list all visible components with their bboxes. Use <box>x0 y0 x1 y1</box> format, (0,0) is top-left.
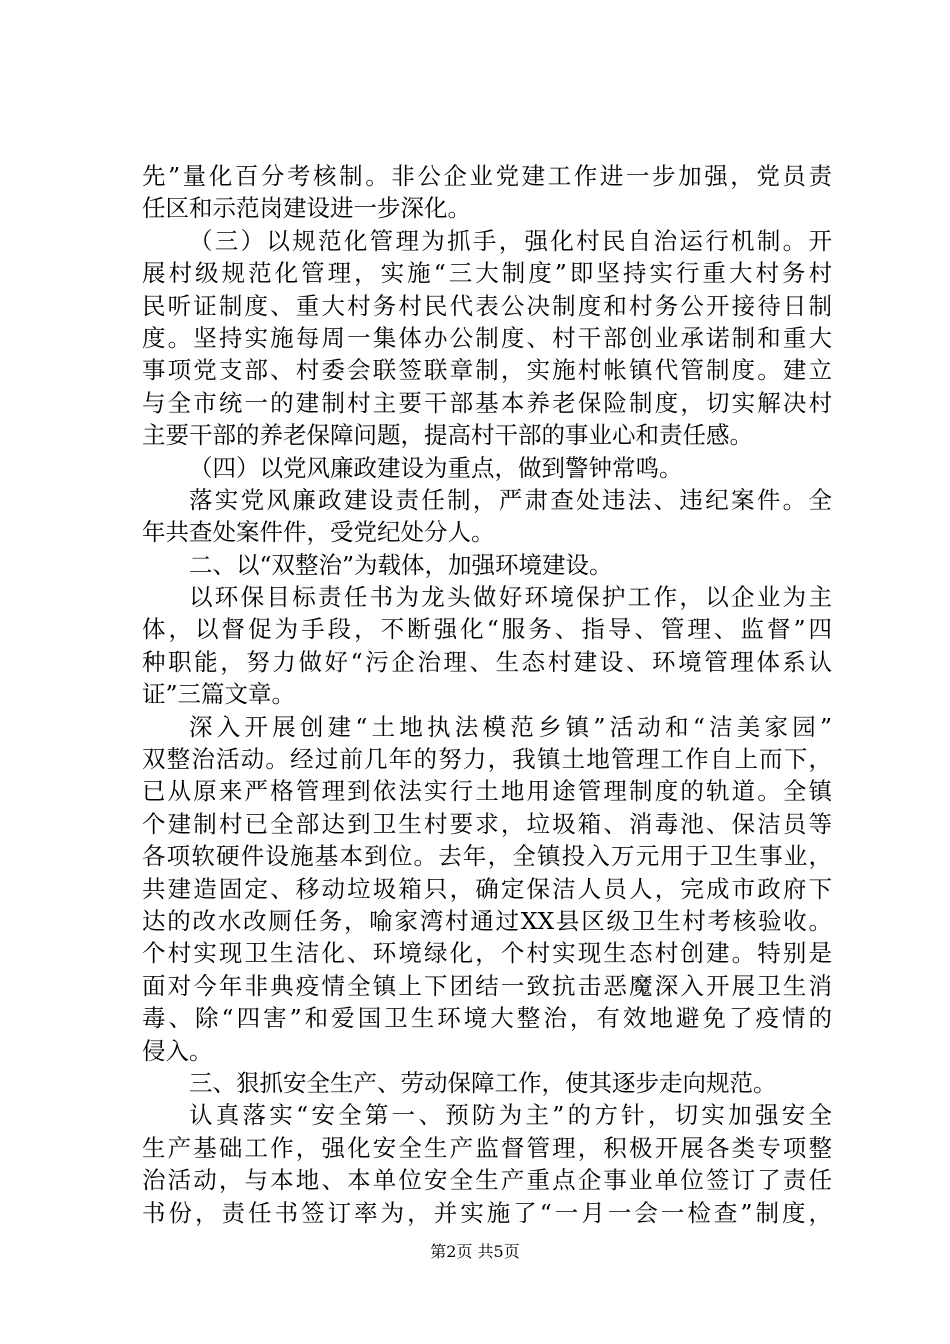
text-line: 毒、除“四害”和爱国卫生环境大整治，有效地避免了疫情的 <box>142 1004 832 1033</box>
text-line: 民听证制度、重大村务村民代表公决制度和村务公开接待日制 <box>142 291 832 320</box>
paragraph-heading: （四）以党风廉政建设为重点，做到警钟常鸣。 <box>189 453 683 482</box>
text-line: 双整治活动。经过前几年的努力，我镇土地管理工作自上而下， <box>142 745 832 774</box>
text-line: 共建造固定、移动垃圾箱只，确定保洁人员人，完成市政府下 <box>142 874 832 903</box>
text-line: 治活动，与本地、本单位安全生产重点企事业单位签订了责任 <box>142 1166 832 1195</box>
text-line: 深入开展创建“土地执法模范乡镇”活动和“洁美家园” <box>189 712 832 741</box>
text-line: 面对今年非典疫情全镇上下团结一致抗击恶魔深入开展卫生消 <box>142 971 832 1000</box>
page-number: 第2页 共5页 <box>430 1242 520 1261</box>
text-line: 以环保目标责任书为龙头做好环境保护工作，以企业为主 <box>189 583 832 612</box>
text-line: 落实党风廉政建设责任制，严肃查处违法、违纪案件。全 <box>189 485 832 514</box>
text-line: 证”三篇文章。 <box>142 680 296 709</box>
text-line: 事项党支部、村委会联签联章制，实施村帐镇代管制度。建立 <box>142 356 832 385</box>
text-line: 年共查处案件件，受党纪处分人。 <box>142 518 495 547</box>
text-line: 书份，责任书签订率为，并实施了“一月一会一检查”制度， <box>142 1198 832 1227</box>
text-line: 先”量化百分考核制。非公企业党建工作进一步加强，党员责 <box>142 162 832 190</box>
text-line: 任区和示范岗建设进一步深化。 <box>142 194 471 223</box>
text-line: 与全市统一的建制村主要干部基本养老保险制度，切实解决村 <box>142 388 832 417</box>
text-line: 体，以督促为手段，不断强化“服务、指导、管理、监督”四 <box>142 615 832 644</box>
text-line: 已从原来严格管理到依法实行土地用途管理制度的轨道。全镇 <box>142 777 832 806</box>
page-footer <box>0 1242 950 1262</box>
text-line: 达的改水改厕任务，喻家湾村通过XX县区级卫生村考核验收。 <box>142 906 832 935</box>
document-body <box>142 160 832 1229</box>
text-line: 生产基础工作，强化安全生产监督管理，积极开展各类专项整 <box>142 1133 832 1162</box>
text-line: 侵入。 <box>142 1036 213 1065</box>
text-line: 主要干部的养老保障问题，提高村干部的事业心和责任感。 <box>142 421 753 450</box>
section-heading: 二、以“双整治”为载体，加强环境建设。 <box>189 550 613 579</box>
text-line: 个建制村已全部达到卫生村要求，垃圾箱、消毒池、保洁员等 <box>142 809 832 838</box>
section-heading: 三、狠抓安全生产、劳动保障工作，使其逐步走向规范。 <box>189 1068 777 1097</box>
text-line: 各项软硬件设施基本到位。去年，全镇投入万元用于卫生事业， <box>142 842 832 871</box>
text-line: 个村实现卫生洁化、环境绿化，个村实现生态村创建。特别是 <box>142 939 832 968</box>
text-line: 种职能，努力做好“污企治理、生态村建设、环境管理体系认 <box>142 647 832 676</box>
paragraph-heading: （三）以规范化管理为抓手，强化村民自治运行机制。开 <box>189 226 832 255</box>
text-line: 展村级规范化管理，实施“三大制度”即坚持实行重大村务村 <box>142 259 832 288</box>
text-line: 度。坚持实施每周一集体办公制度、村干部创业承诺制和重大 <box>142 323 832 352</box>
text-line: 认真落实“安全第一、预防为主”的方针，切实加强安全 <box>189 1101 832 1130</box>
